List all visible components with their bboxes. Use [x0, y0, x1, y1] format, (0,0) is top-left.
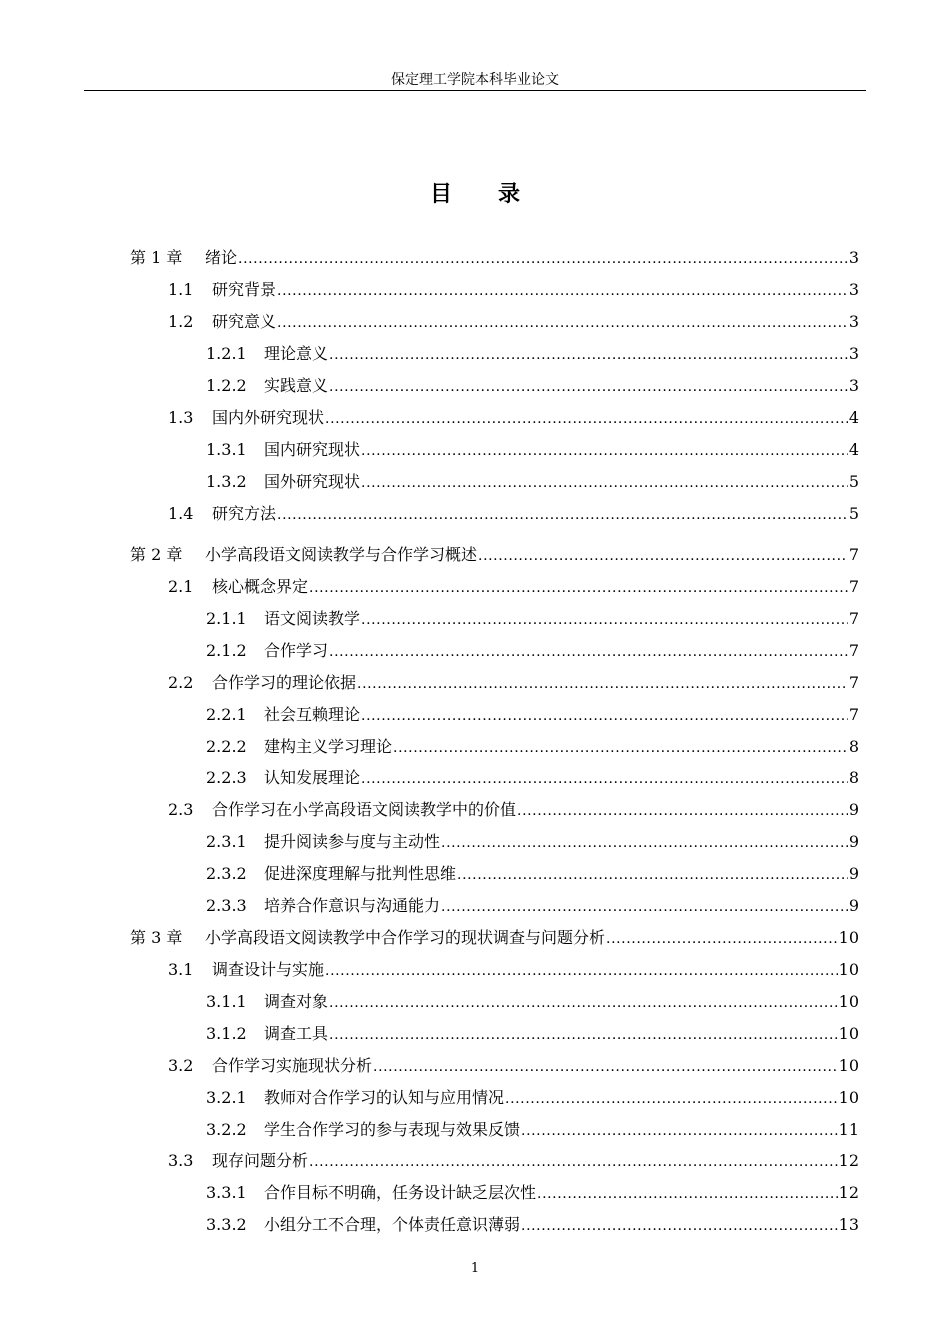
- toc-subsection-entry[interactable]: [206, 1116, 859, 1144]
- toc-entry-page: 7: [848, 673, 859, 692]
- toc-entry-page: 7: [848, 545, 859, 564]
- toc-dot-leader: [361, 440, 848, 460]
- toc-subsection-entry[interactable]: [206, 828, 859, 856]
- toc-entry-title: 建构主义学习理论: [264, 737, 393, 756]
- toc-entry-page: 10: [838, 1088, 859, 1107]
- toc-entry-title: 合作学习在小学高段语文阅读教学中的价值: [212, 800, 517, 819]
- toc-section-entry[interactable]: [168, 308, 859, 336]
- toc-entry-page: 5: [848, 504, 859, 523]
- toc-entry-title: 国内研究现状: [264, 440, 361, 459]
- toc-entry-page: 10: [838, 960, 859, 979]
- toc-dot-leader: [478, 545, 848, 565]
- toc-entry-title: 理论意义: [264, 344, 329, 363]
- toc-entry-number: 第 2 章: [130, 545, 183, 564]
- toc-entry-page: 4: [848, 408, 859, 427]
- toc-dot-leader: [521, 1215, 838, 1235]
- toc-entry-page: 12: [838, 1151, 859, 1170]
- toc-section-entry[interactable]: [168, 1147, 859, 1175]
- toc-entry-number: 2.3.1: [206, 832, 247, 851]
- toc-dot-leader: [606, 928, 838, 948]
- toc-section-entry[interactable]: [168, 669, 859, 697]
- toc-entry-title: 国内外研究现状: [212, 408, 325, 427]
- toc-entry-title: 调查工具: [264, 1024, 329, 1043]
- toc-dot-leader: [505, 1088, 838, 1108]
- toc-entry-number: 3.3.2: [206, 1215, 247, 1234]
- toc-entry-title: 认知发展理论: [264, 768, 361, 787]
- toc-dot-leader: [325, 960, 838, 980]
- toc-subsection-entry[interactable]: [206, 1211, 859, 1239]
- page-number: 1: [470, 1261, 480, 1276]
- toc-entry-number: 2.2.3: [206, 768, 247, 787]
- toc-entry-number: 3.2: [168, 1056, 194, 1075]
- toc-dot-leader: [309, 1151, 838, 1171]
- toc-dot-leader: [277, 312, 848, 332]
- toc-entry-number: 3.3.1: [206, 1183, 247, 1202]
- toc-entry-number: 1.3.2: [206, 472, 247, 491]
- toc-dot-leader: [325, 408, 848, 428]
- toc-entry-title: 教师对合作学习的认知与应用情况: [264, 1088, 505, 1107]
- toc-entry-title: 实践意义: [264, 376, 329, 395]
- toc-entry-title: 核心概念界定: [212, 577, 309, 596]
- toc-dot-leader: [361, 472, 848, 492]
- toc-dot-leader: [441, 832, 848, 852]
- toc-subsection-entry[interactable]: [206, 892, 859, 920]
- toc-entry-number: 2.1.2: [206, 641, 247, 660]
- toc-entry-page: 12: [838, 1183, 859, 1202]
- toc-section-entry[interactable]: [168, 1052, 859, 1080]
- toc-entry-number: 1.2.1: [206, 344, 247, 363]
- toc-entry-page: 10: [838, 1056, 859, 1075]
- toc-dot-leader: [457, 864, 848, 884]
- toc-entry-number: 1.4: [168, 504, 194, 523]
- toc-entry-number: 3.3: [168, 1151, 194, 1170]
- toc-subsection-entry[interactable]: [206, 1020, 859, 1048]
- toc-subsection-entry[interactable]: [206, 733, 859, 761]
- toc-entry-page: 8: [848, 737, 859, 756]
- toc-entry-number: 1.1: [168, 280, 194, 299]
- toc-dot-leader: [329, 344, 848, 364]
- toc-entry-page: 7: [848, 609, 859, 628]
- toc-entry-page: 3: [848, 248, 859, 267]
- toc-entry-number: 1.2: [168, 312, 194, 331]
- toc-dot-leader: [277, 504, 848, 524]
- toc-subsection-entry[interactable]: [206, 372, 859, 400]
- toc-entry-page: 3: [848, 344, 859, 363]
- toc-entry-page: 10: [838, 992, 859, 1011]
- toc-title: 目录: [429, 182, 566, 207]
- toc-entry-number: 2.2.2: [206, 737, 247, 756]
- toc-entry-title: 国外研究现状: [264, 472, 361, 491]
- toc-dot-leader: [329, 641, 848, 661]
- toc-chapter-entry[interactable]: [130, 541, 859, 569]
- toc-dot-leader: [361, 768, 848, 788]
- toc-section-entry[interactable]: [168, 956, 859, 984]
- toc-entry-title: 培养合作意识与沟通能力: [264, 896, 441, 915]
- toc-entry-title: 学生合作学习的参与表现与效果反馈: [264, 1120, 521, 1139]
- toc-subsection-entry[interactable]: [206, 468, 859, 496]
- toc-entry-number: 2.1: [168, 577, 194, 596]
- toc-entry-number: 2.2: [168, 673, 194, 692]
- toc-dot-leader: [393, 737, 848, 757]
- toc-entry-number: 2.3: [168, 800, 194, 819]
- toc-entry-title: 研究方法: [212, 504, 277, 523]
- toc-entry-page: 3: [848, 376, 859, 395]
- toc-entry-number: 1.3: [168, 408, 194, 427]
- toc-entry-title: 合作学习实施现状分析: [212, 1056, 373, 1075]
- toc-dot-leader: [329, 1024, 838, 1044]
- toc-entry-number: 3.1: [168, 960, 194, 979]
- toc-subsection-entry[interactable]: [206, 988, 859, 1016]
- toc-section-entry[interactable]: [168, 796, 859, 824]
- toc-subsection-entry[interactable]: [206, 436, 859, 464]
- toc-entry-page: 8: [848, 768, 859, 787]
- toc-entry-title: 小组分工不合理，个体责任意识薄弱: [264, 1215, 521, 1234]
- toc-dot-leader: [361, 705, 848, 725]
- toc-entry-title: 合作学习的理论依据: [212, 673, 357, 692]
- toc-section-entry[interactable]: [168, 404, 859, 432]
- toc-entry-number: 3.1.2: [206, 1024, 247, 1043]
- toc-entry-title: 社会互赖理论: [264, 705, 361, 724]
- toc-dot-leader: [373, 1056, 838, 1076]
- toc-entry-title: 调查对象: [264, 992, 329, 1011]
- toc-entry-page: 7: [848, 705, 859, 724]
- toc-entry-number: 2.3.3: [206, 896, 247, 915]
- toc-entry-number: 第 3 章: [130, 928, 183, 947]
- toc-subsection-entry[interactable]: [206, 1084, 859, 1112]
- toc-entry-page: 9: [848, 864, 859, 883]
- toc-entry-number: 2.1.1: [206, 609, 247, 628]
- toc-entry-page: 9: [848, 800, 859, 819]
- toc-entry-title: 语文阅读教学: [264, 609, 361, 628]
- toc-entry-number: 3.1.1: [206, 992, 247, 1011]
- toc-entry-number: 2.2.1: [206, 705, 247, 724]
- toc-entry-title: 小学高段语文阅读教学与合作学习概述: [205, 545, 478, 564]
- toc-entry-number: 3.2.1: [206, 1088, 247, 1107]
- toc-entry-title: 绪论: [205, 248, 238, 267]
- toc-dot-leader: [329, 376, 848, 396]
- toc-entry-page: 3: [848, 280, 859, 299]
- toc-entry-number: 1.3.1: [206, 440, 247, 459]
- toc-chapter-entry[interactable]: [130, 244, 859, 272]
- toc-entry-page: 7: [848, 641, 859, 660]
- toc-entry-title: 研究背景: [212, 280, 277, 299]
- toc-entry-title: 现存问题分析: [212, 1151, 309, 1170]
- toc-subsection-entry[interactable]: [206, 860, 859, 888]
- toc-entry-number: 第 1 章: [130, 248, 183, 267]
- toc-dot-leader: [537, 1183, 838, 1203]
- toc-entry-number: 2.3.2: [206, 864, 247, 883]
- toc-entry-page: 11: [838, 1120, 859, 1139]
- toc-dot-leader: [238, 248, 848, 268]
- toc-dot-leader: [521, 1120, 838, 1140]
- toc-entry-page: 10: [838, 1024, 859, 1043]
- toc-dot-leader: [441, 896, 848, 916]
- toc-entry-page: 13: [838, 1215, 859, 1234]
- toc-entry-title: 合作学习: [264, 641, 329, 660]
- toc-subsection-entry[interactable]: [206, 701, 859, 729]
- toc-entry-title: 促进深度理解与批判性思维: [264, 864, 457, 883]
- toc-entry-title: 研究意义: [212, 312, 277, 331]
- toc-chapter-entry[interactable]: [130, 924, 859, 952]
- toc-dot-leader: [357, 673, 848, 693]
- toc-entry-page: 9: [848, 832, 859, 851]
- toc-entry-page: 10: [838, 928, 859, 947]
- toc-entry-title: 合作目标不明确，任务设计缺乏层次性: [264, 1183, 537, 1202]
- toc-subsection-entry[interactable]: [206, 1179, 859, 1207]
- toc-entry-number: 1.2.2: [206, 376, 247, 395]
- toc-entry-page: 7: [848, 577, 859, 596]
- toc-section-entry[interactable]: [168, 573, 859, 601]
- toc-dot-leader: [361, 609, 848, 629]
- toc-entry-title: 调查设计与实施: [212, 960, 325, 979]
- toc-entry-number: 3.2.2: [206, 1120, 247, 1139]
- toc-dot-leader: [329, 992, 838, 1012]
- toc-section-entry[interactable]: [168, 500, 859, 528]
- toc-entry-page: 9: [848, 896, 859, 915]
- toc-entry-title: 小学高段语文阅读教学中合作学习的现状调查与问题分析: [205, 928, 606, 947]
- toc-dot-leader: [309, 577, 848, 597]
- page-header: 保定理工学院本科毕业论文: [84, 70, 866, 91]
- toc-subsection-entry[interactable]: [206, 340, 859, 368]
- toc-entry-page: 5: [848, 472, 859, 491]
- toc-subsection-entry[interactable]: [206, 764, 859, 792]
- toc-subsection-entry[interactable]: [206, 637, 859, 665]
- toc-subsection-entry[interactable]: [206, 605, 859, 633]
- toc-dot-leader: [277, 280, 848, 300]
- toc-dot-leader: [517, 800, 848, 820]
- toc-section-entry[interactable]: [168, 276, 859, 304]
- toc-entry-page: 3: [848, 312, 859, 331]
- toc-entry-page: 4: [848, 440, 859, 459]
- toc-entry-title: 提升阅读参与度与主动性: [264, 832, 441, 851]
